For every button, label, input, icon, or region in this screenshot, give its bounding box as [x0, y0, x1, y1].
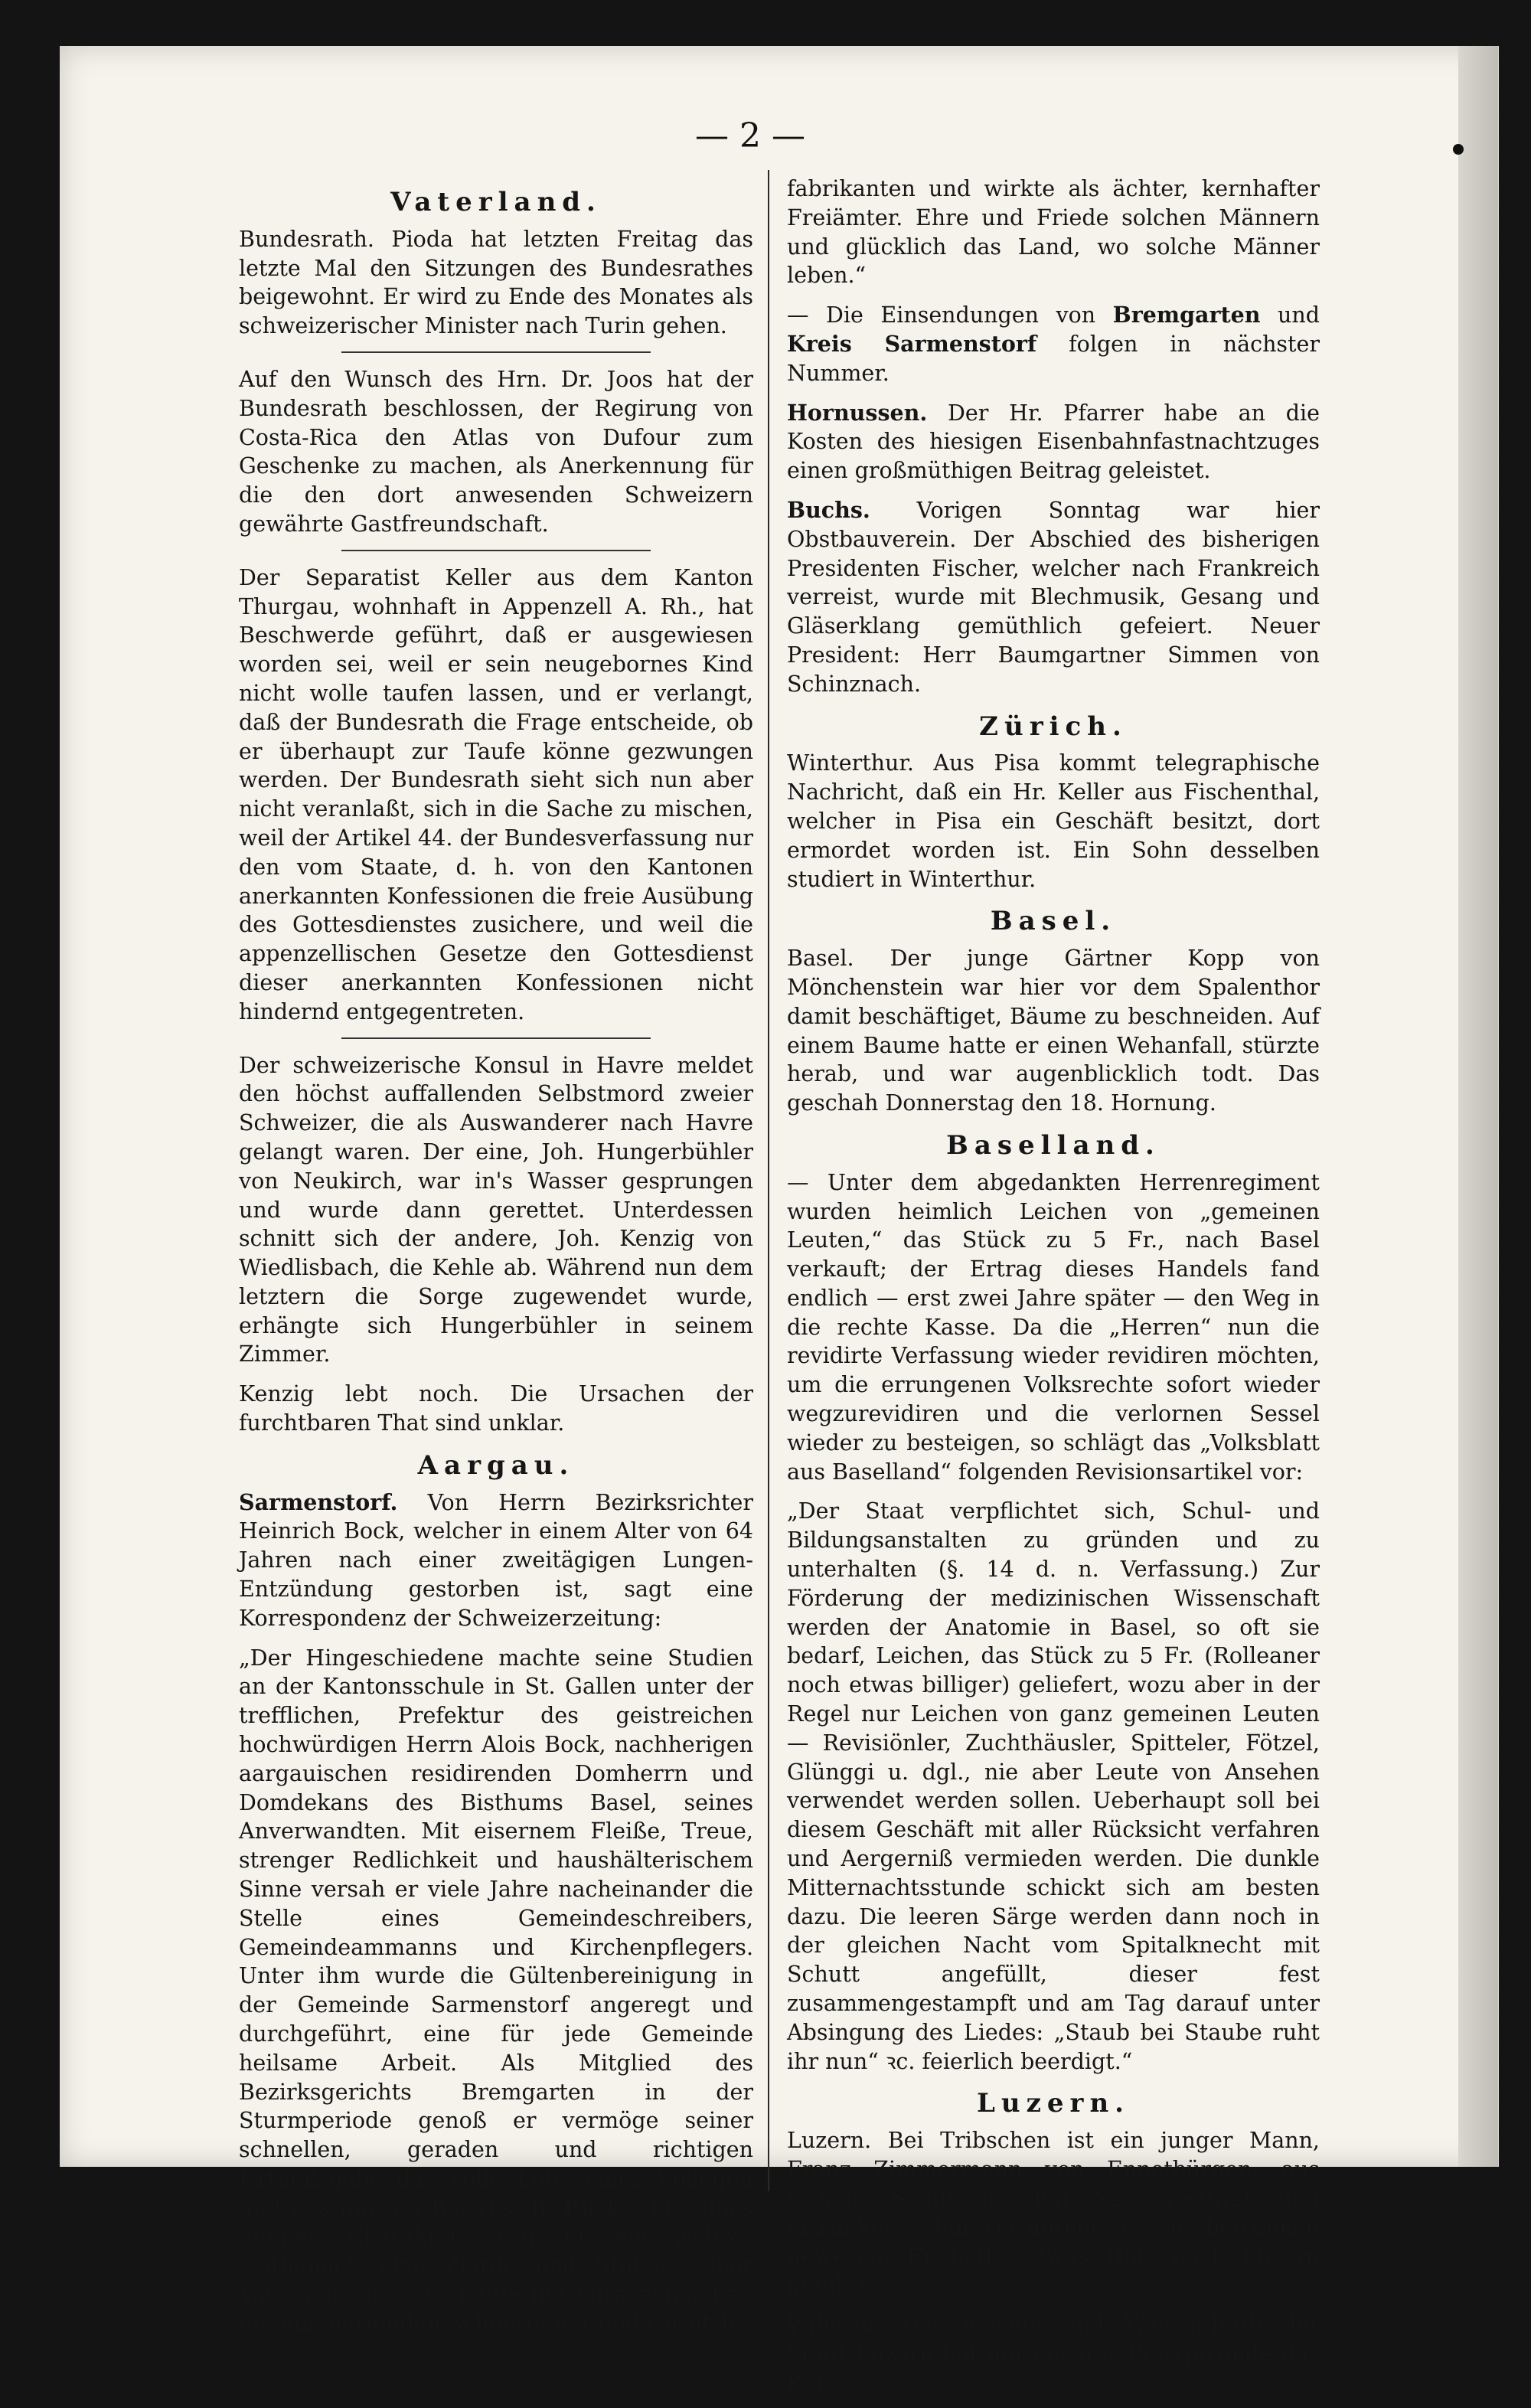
- article-continuation: fabrikanten und wirkte als ächter, kernhafter Freiämter. Ehre und Friede solchen Männern und glücklich das Land, wo solche Männer leben.“: [787, 176, 1320, 289]
- left-column: [239, 175, 753, 2349]
- article-einsendungen: [787, 301, 1320, 387]
- page-edge: [1458, 46, 1498, 2167]
- section-heading-vaterland: Vaterland.: [390, 187, 602, 217]
- article-text: Der Hr. Pfarrer habe an die Kosten des hiesigen Eisenbahnfastnachtzuges einen großmüthigen Beitrag geleistet.: [787, 400, 1320, 484]
- article-separatist: Der Separatist Keller aus dem Kanton Thurgau, wohnhaft in Appenzell A. Rh., hat Beschwerde geführt, daß er ausgewiesen worden sei, weil er sein neugebornes Kind nicht wolle taufen lassen, und er verlangt, daß der Bundesrath die Frage entscheide, ob er überhaupt zur Taufe könne gezwungen werden. Der Bundesrath sieht sich nun aber nicht veranlaßt, sich in die Sache zu mischen, weil der Artikel 44. der Bundesverfassung nur den vom Staate, d. h. von den Kantonen anerkannten Konfessionen die freie Ausübung des Gottesdienstes zusichere, und weil die appenzellischen Gesetze den Gottesdienst dieser anerkannten Konfessionen nicht hindernd entgegentreten.: [239, 564, 753, 1024]
- page-number: — 2 —: [695, 116, 805, 155]
- section-heading-baselland: Baselland.: [946, 1129, 1160, 1161]
- article-costa-rica: Auf den Wunsch des Hrn. Dr. Joos hat der Bundesrath beschlossen, der Regirung von Costa-Rica den Atlas von Dufour zum Geschenke zu machen, als Anerkennung für die den dort anwesenden Schweizern gewährte Gastfreundschaft.: [239, 366, 753, 537]
- section-heading-zuerich: Zürich.: [979, 711, 1128, 742]
- article-winterthur: Winterthur. Aus Pisa kommt telegraphische Nachricht, daß ein Hr. Keller aus Fischenthal, welcher in Pisa ein Geschäft besitzt, dort ermordet worden ist. Ein Sohn desselben studiert in Winterthur.: [787, 750, 1320, 892]
- section-heading-aargau: Aargau.: [417, 1449, 575, 1481]
- place-lead: Bremgarten: [1112, 302, 1261, 328]
- divider: [341, 1037, 650, 1039]
- article-willisau: Willisau. Der Armen- und Waisen-Rath der Stadt Luzern hat auf unserer Pfarrpfründe das Kol-: [787, 2312, 1320, 2396]
- article-text: Vorigen Sonntag war hier Obstbauverein. Der Abschied des bisherigen Presidenten Fischer, welcher nach Frankreich verreist, wurde mit Blechmusik, Gesang und Gläserklang gemüthlich gefeiert. Neuer President: Herr Baumgartner Simmen von Schinznach.: [787, 497, 1320, 697]
- article-bundesrath: Bundesrath. Pioda hat letzten Freitag das letzte Mal den Sitzungen des Bundesrathes beigewohnt. Er wird zu Ende des Monates als schweizerischer Minister nach Turin gehen.: [239, 226, 753, 339]
- text-run: und: [1260, 302, 1320, 328]
- place-lead: Kreis Sarmenstorf: [787, 330, 1037, 357]
- article-basel: Basel. Der junge Gärtner Kopp von Mönchenstein war hier vor dem Spalenthor damit beschäftiget, Bäume zu beschneiden. Auf einem Baume hatte er einen Wehanfall, stürzte herab, und war augenblicklich todt. Das geschah Donnerstag den 18. Hornung.: [787, 946, 1320, 1116]
- article-luzern: Luzern. Bei Tribschen ist ein junger Mann, Franz Zimmermann von Ennetbürgen, aus seinem Schiff in den See gestürzt und ertrunken. Man vermuthet, er sei betrunken gewesen. Er hatte etwas Holz nach Luzern geführt.: [787, 2128, 1320, 2299]
- binding-mark: [1453, 144, 1464, 155]
- column-divider: [768, 170, 769, 2191]
- article-kenzig: Kenzig lebt noch. Die Ursachen der furchtbaren That sind unklar.: [239, 1381, 753, 1436]
- text-run: folgen in nächster Nummer.: [787, 331, 1320, 386]
- article-buchs: [787, 496, 1320, 699]
- text-run: — Die Einsendungen von: [787, 302, 1113, 328]
- divider: [341, 550, 650, 551]
- divider: [341, 351, 650, 353]
- article-hornussen: [787, 399, 1320, 485]
- section-heading-basel: Basel.: [990, 906, 1117, 937]
- article-havre: Der schweizerische Konsul in Havre meldet den höchst auffallenden Selbstmord zweier Schweizer, die als Auswanderer nach Havre gelangt waren. Der eine, Joh. Hungerbühler von Neukirch, war in's Wasser gesprungen und wurde dann gerettet. Unterdessen schnitt sich der andere, Joh. Kenzig von Wiedlisbach, die Kehle ab. Während nun dem letztern die Sorge zugewendet wurde, erhängte sich Hungerbühler in seinem Zimmer.: [239, 1052, 753, 1367]
- article-revisionsartikel: „Der Staat verpflichtet sich, Schul- und Bildungsanstalten zu gründen und zu unterhalten (§. 14 d. n. Verfassung.) Zur Förderung der medizinischen Wissenschaft werden der Anatomie in Basel, so oft sie bedarf, Leichen, das Stück zu 5 Fr. (Rolleaner noch etwas billiger) geliefert, wozu aber in der Regel nur Leichen von ganz gemeinen Leuten — Revisiönler, Zuchthäusler, Spitteler, Fötzel, Glünggi u. dgl., nie aber Leute von Ansehen verwendet werden sollen. Ueberhaupt soll bei diesem Geschäft mit aller Rücksicht verfahren und Aergerniß vermieden werden. Die dunkle Mitternachtsstunde schickt sich am besten dazu. Die leeren Särge werden dann noch in der gleichen Nacht vom Spitalknecht mit Schutt angefüllt, dieser fest zusammengestampft und am Tag darauf unter Absingung des Liedes: „Staub bei Staube ruht ihr nun“ ꝛc. feierlich beerdigt.“: [787, 1498, 1320, 2074]
- article-text: Von Herrn Bezirksrichter Heinrich Bock, welcher in einem Alter von 64 Jahren nach einer zweitägigen Lungen-Entzündung gestorben ist, sagt eine Korrespondenz der Schweizerzeitung:: [239, 1489, 753, 1631]
- section-heading-luzern: Luzern.: [976, 2088, 1131, 2119]
- place-lead: Sarmenstorf.: [239, 1488, 398, 1515]
- right-column: [787, 175, 1320, 2408]
- article-obituary-quote: „Der Hingeschiedene machte seine Studien an der Kantonsschule in St. Gallen unter der trefflichen, Prefektur des geistreichen hochwürdigen Herrn Alois Bock, nachherigen aargauischen residirenden Domherrn und Domdekans des Bisthums Basel, seines Anverwandten. Mit eisernem Fleiße, Treue, strenger Redlichkeit und haushälterischem Sinne versah er viele Jahre nacheinander die Stelle eines Gemeindeschreibers, Gemeindeammanns und Kirchenpflegers. Unter ihm wurde die Gültenbereinigung in der Gemeinde Sarmenstorf angeregt und durchgeführt, eine für jede Gemeinde heilsame Arbeit. Als Mitglied des Bezirksgerichts Bremgarten in der Sturmperiode genoß er vermöge seiner schnellen, geraden und richtigen Urtheilsgabe das volle Lob seiner Kollegen und des ganzen Bezirks. In Rücksicht seines offenen Charakters war er ein wahrer Nathanael, eine Zierde und Stütze seiner Vatergemeinde. Er haßte die Phrasenmacher, die nimmermüden Schönredner und Gesetzli-: [239, 1645, 753, 2336]
- article-baselland: — Unter dem abgedankten Herrenregiment wurden heimlich Leichen von „gemeinen Leuten,“ das Stück zu 5 Fr., nach Basel verkauft; der Ertrag dieses Handels fand endlich — erst zwei Jahre später — den Weg in die rechte Kasse. Da die „Herren“ nun die revidirte Verfassung wieder revidiren möchten, um die errungenen Volksrechte sofort wieder wegzurevidiren und die verlornen Sessel wieder zu besteigen, so schlägt das „Volksblatt aus Baselland“ folgenden Revisionsartikel vor:: [787, 1169, 1320, 1485]
- article-sarmenstorf: [239, 1488, 753, 1633]
- place-lead: Hornussen.: [787, 399, 928, 426]
- place-lead: Buchs.: [787, 496, 870, 523]
